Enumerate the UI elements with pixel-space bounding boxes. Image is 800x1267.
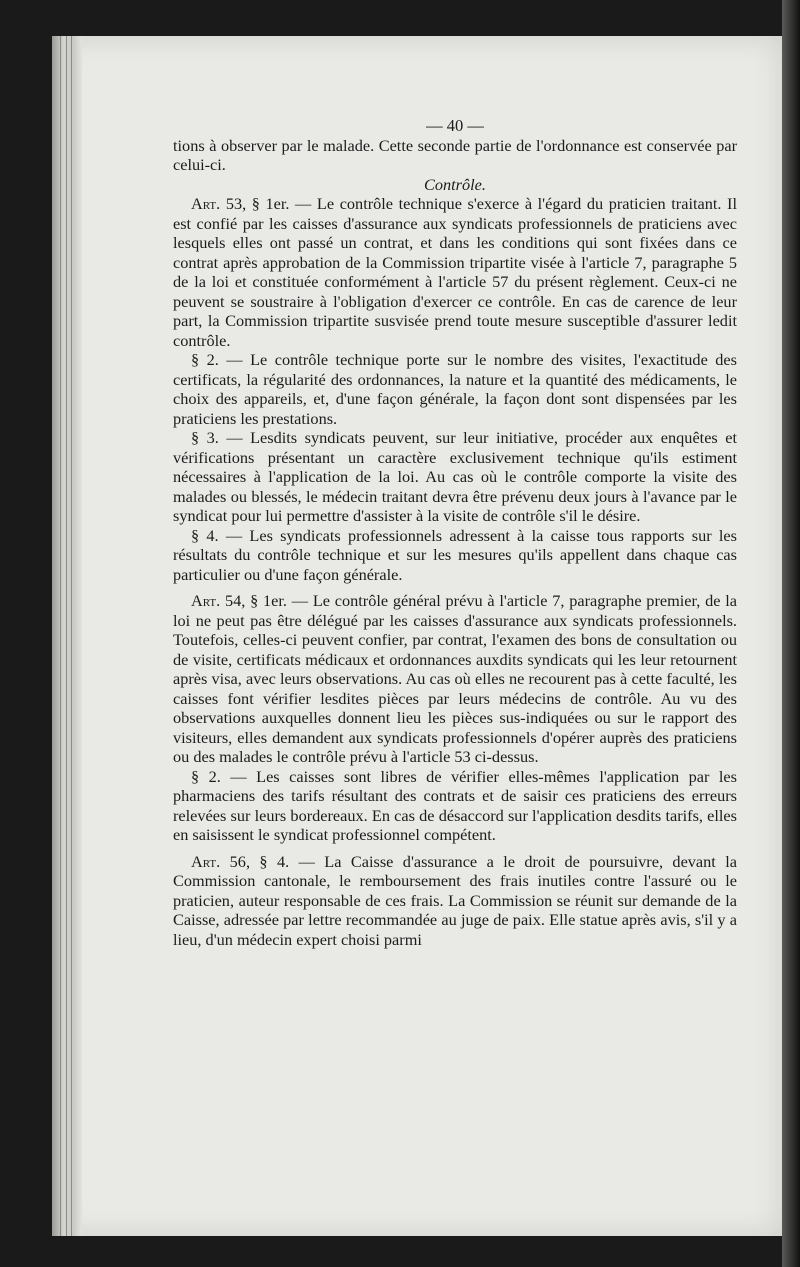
article-53-paragraph-4: § 4. — Les syndicats professionnels adressent à la caisse tous rapports sur les résultats du contrôle technique et sur les mesures qu'ils appellent dans chaque cas particulier ou d'une façon générale. [173,525,737,584]
article-53-paragraph-1 [173,194,737,350]
page-binding [52,36,82,1236]
article-56-paragraph-4 [173,852,737,950]
article-53-text: 53, § 1er. — Le contrôle technique s'exerce à l'égard du praticien traitant. Il est confié par les caisses d'assurance aux syndicats professionnels de praticiens avec lesquels elles ont passé un contrat, et dans les conditions qui sont fixées dans ce contrat après approbation de la Commission tripartite visée à l'article 7, paragraphe 5 de la loi et constituée conformément à l'article 57 du présent règlement. Ceux-ci ne peuvent se soustraire à l'obligation d'exercer ce contrôle. En cas de carence de leur part, la Commission tripartite susvisée prend toute mesure susceptible d'assurer ledit contrôle. [173,194,737,350]
next-page-edge [782,0,800,1267]
article-56-text: 56, § 4. — La Caisse d'assurance a le droit de poursuivre, devant la Commission cantonale, le remboursement des frais inutiles contre l'assuré ou le praticien, auteur responsable de ces frais. La Commission se réunit sur demande de la Caisse, adressée par lettre recommandée au juge de paix. Elle statue après avis, s'il y a lieu, d'un médecin expert choisi parmi [173,851,737,949]
article-54-paragraph-2: § 2. — Les caisses sont libres de vérifier elles-mêmes l'application par les pharmaciens des tarifs résultant des contrats et de saisir ces praticiens des erreurs relevées sur leurs bordereaux. En cas de désaccord sur l'application desdits tarifs, elles en saisissent le syndicat professionnel compétent. [173,766,737,844]
article-label: Art. [191,851,221,871]
section-heading: Contrôle. [424,174,486,194]
article-53-paragraph-2: § 2. — Le contrôle technique porte sur le nombre des visites, l'exactitude des certificats, la régularité des ordonnances, la nature et la quantité des médicaments, le choix des appareils, et, d'une façon générale, la façon dont sont dispensées par les praticiens les prestations. [173,350,737,428]
article-label: Art. [191,591,221,610]
article-54-paragraph-1 [173,591,737,767]
article-label: Art. [191,194,221,213]
page-text [173,116,737,949]
article-53-paragraph-3: § 3. — Lesdits syndicats peuvent, sur leur initiative, procéder aux enquêtes et vérifications présentant un caractère exclusivement technique qu'ils estiment nécessaires à l'application de la loi. Au cas où le contrôle comporte la visite des malades ou blessés, le médecin traitant devra être prévenu deux jours à l'avance par le syndicat pour lui permettre d'assister à la visite de contrôle s'il le désire. [173,428,737,525]
page-number: — 40 — [426,116,484,135]
article-54-text: 54, § 1er. — Le contrôle général prévu à l'article 7, paragraphe premier, de la loi ne peut pas être délégué par les caisses d'assurance aux syndicats professionnels. Toutefois, celles-ci peuvent confier, par contrat, l'examen des bons de consultation ou de visite, certificats médicaux et ordonnances auxdits syndicats qui les leur retournent après visa, avec leurs observations. Au cas où elles ne recourent pas à cette faculté, les caisses font vérifier lesdites pièces par leurs médecins de contrôle. Au vu des observations auxquelles donnent lieu les pièces sus-indiquées ou sur le rapport des visiteurs, elles demandent aux syndicats professionnels d'opérer auprès des praticiens ou des malades le contrôle prévu à l'article 53 ci-dessus. [173,591,738,766]
paragraph-continuation: tions à observer par le malade. Cette seconde partie de l'ordonnance est conservée par celui-ci. [173,135,737,174]
